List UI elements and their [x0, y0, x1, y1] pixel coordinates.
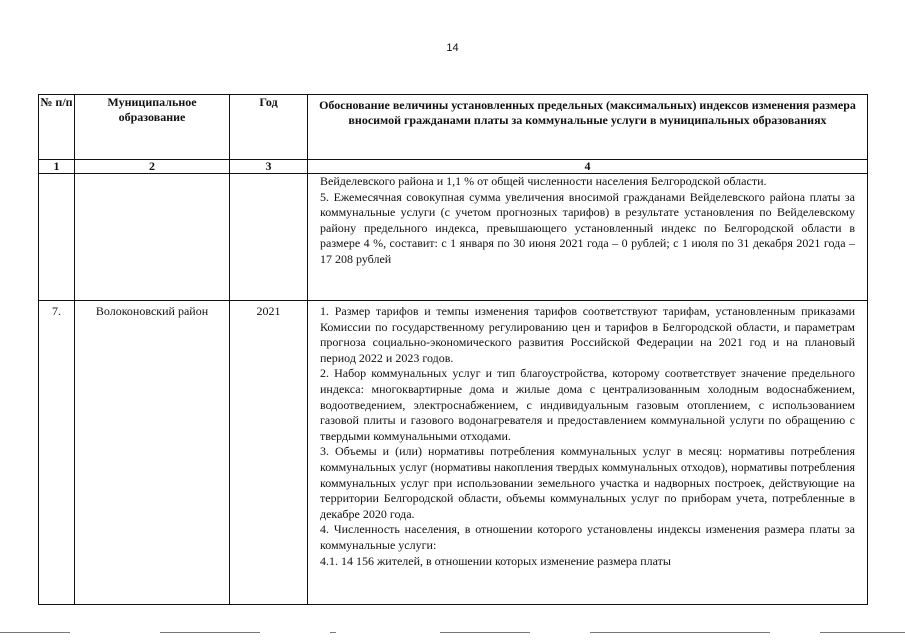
- paragraph: 3. Объемы и (или) нормативы потребления коммунальных услуг в месяц: нормативы потребления коммунальных услуг (нормативы накопления твердых коммунальных отходов), нормативы потребления коммунальных услуг при использовании земельного участка и надворных построек, действующие на территории Белгородской области, объемы коммунальных услуг по приборам учета, потребленные в декабре 2020 года.: [320, 444, 855, 521]
- column-number: 2: [75, 160, 230, 174]
- year-value: 2021: [230, 301, 308, 605]
- column-numbers-row: [39, 160, 868, 174]
- header-municipality: Муниципальное образование: [75, 95, 230, 160]
- empty-cell: [75, 174, 230, 301]
- paragraph: 1. Размер тарифов и темпы изменения тарифов соответствуют тарифам, установленным приказами Комиссии по государственному регулированию цен и тарифов в Белгородской области, и параметрам прогноза социально-экономического развития Российской Федерации на 2021 год и на плановый период 2022 и 2023 годов.: [320, 304, 855, 365]
- indices-table: [38, 94, 868, 605]
- header-num: № п/п: [39, 95, 75, 160]
- paragraph: 4.1. 14 156 жителей, в отношении которых изменение размера платы: [320, 553, 671, 568]
- table-row-continuation: [39, 174, 868, 301]
- column-number: 4: [308, 160, 868, 174]
- header-justification: Обоснование величины установленных предельных (максимальных) индексов изменения размера вносимой гражданами платы за коммунальные услуги в муниципальных образованиях: [308, 95, 868, 160]
- table-row-7: [39, 301, 868, 605]
- municipality-name: Волоконовский район: [75, 301, 230, 605]
- header-year: Год: [230, 95, 308, 160]
- paragraph: 5. Ежемесячная совокупная сумма увеличения вносимой гражданами Вейделевского района платы за коммунальные услуги (с учетом прогнозных тарифов) в результате установления по Вейделевскому району предельного индекса, превышающего установленный индекс по Белгородской области в размере 4 %, составит: с 1 января по 30 июня 2021 года – 0 рублей; с 1 июля по 31 декабря 2021 года – 17 208 рублей: [320, 189, 855, 266]
- column-number: 3: [230, 160, 308, 174]
- paragraph: Вейделевского района и 1,1 % от общей численности населения Белгородской области.: [320, 174, 767, 188]
- row-number: 7.: [39, 301, 75, 605]
- table-header-row: [39, 95, 868, 160]
- paragraph: 4. Численность населения, в отношении которого установлены индексы изменения размера платы за коммунальные услуги:: [320, 522, 855, 552]
- empty-cell: [39, 174, 75, 301]
- page-number: 14: [446, 42, 459, 54]
- paragraph: 2. Набор коммунальных услуг и тип благоустройства, которому соответствует значение предельного индекса: многоквартирные дома и жилые дома с централизованным холодным водоснабжением, водоотведением, электроснабжением, с индивидуальным газовым отоплением, с использованием газовой плиты и газового водонагревателя и предоставлением коммунальной услуги по обращению с твердыми коммунальными отходами.: [320, 366, 855, 443]
- empty-cell: [230, 174, 308, 301]
- scan-footer-lines: [0, 632, 905, 634]
- column-number: 1: [39, 160, 75, 174]
- justification-cell: [308, 301, 868, 605]
- justification-cell: [308, 174, 868, 301]
